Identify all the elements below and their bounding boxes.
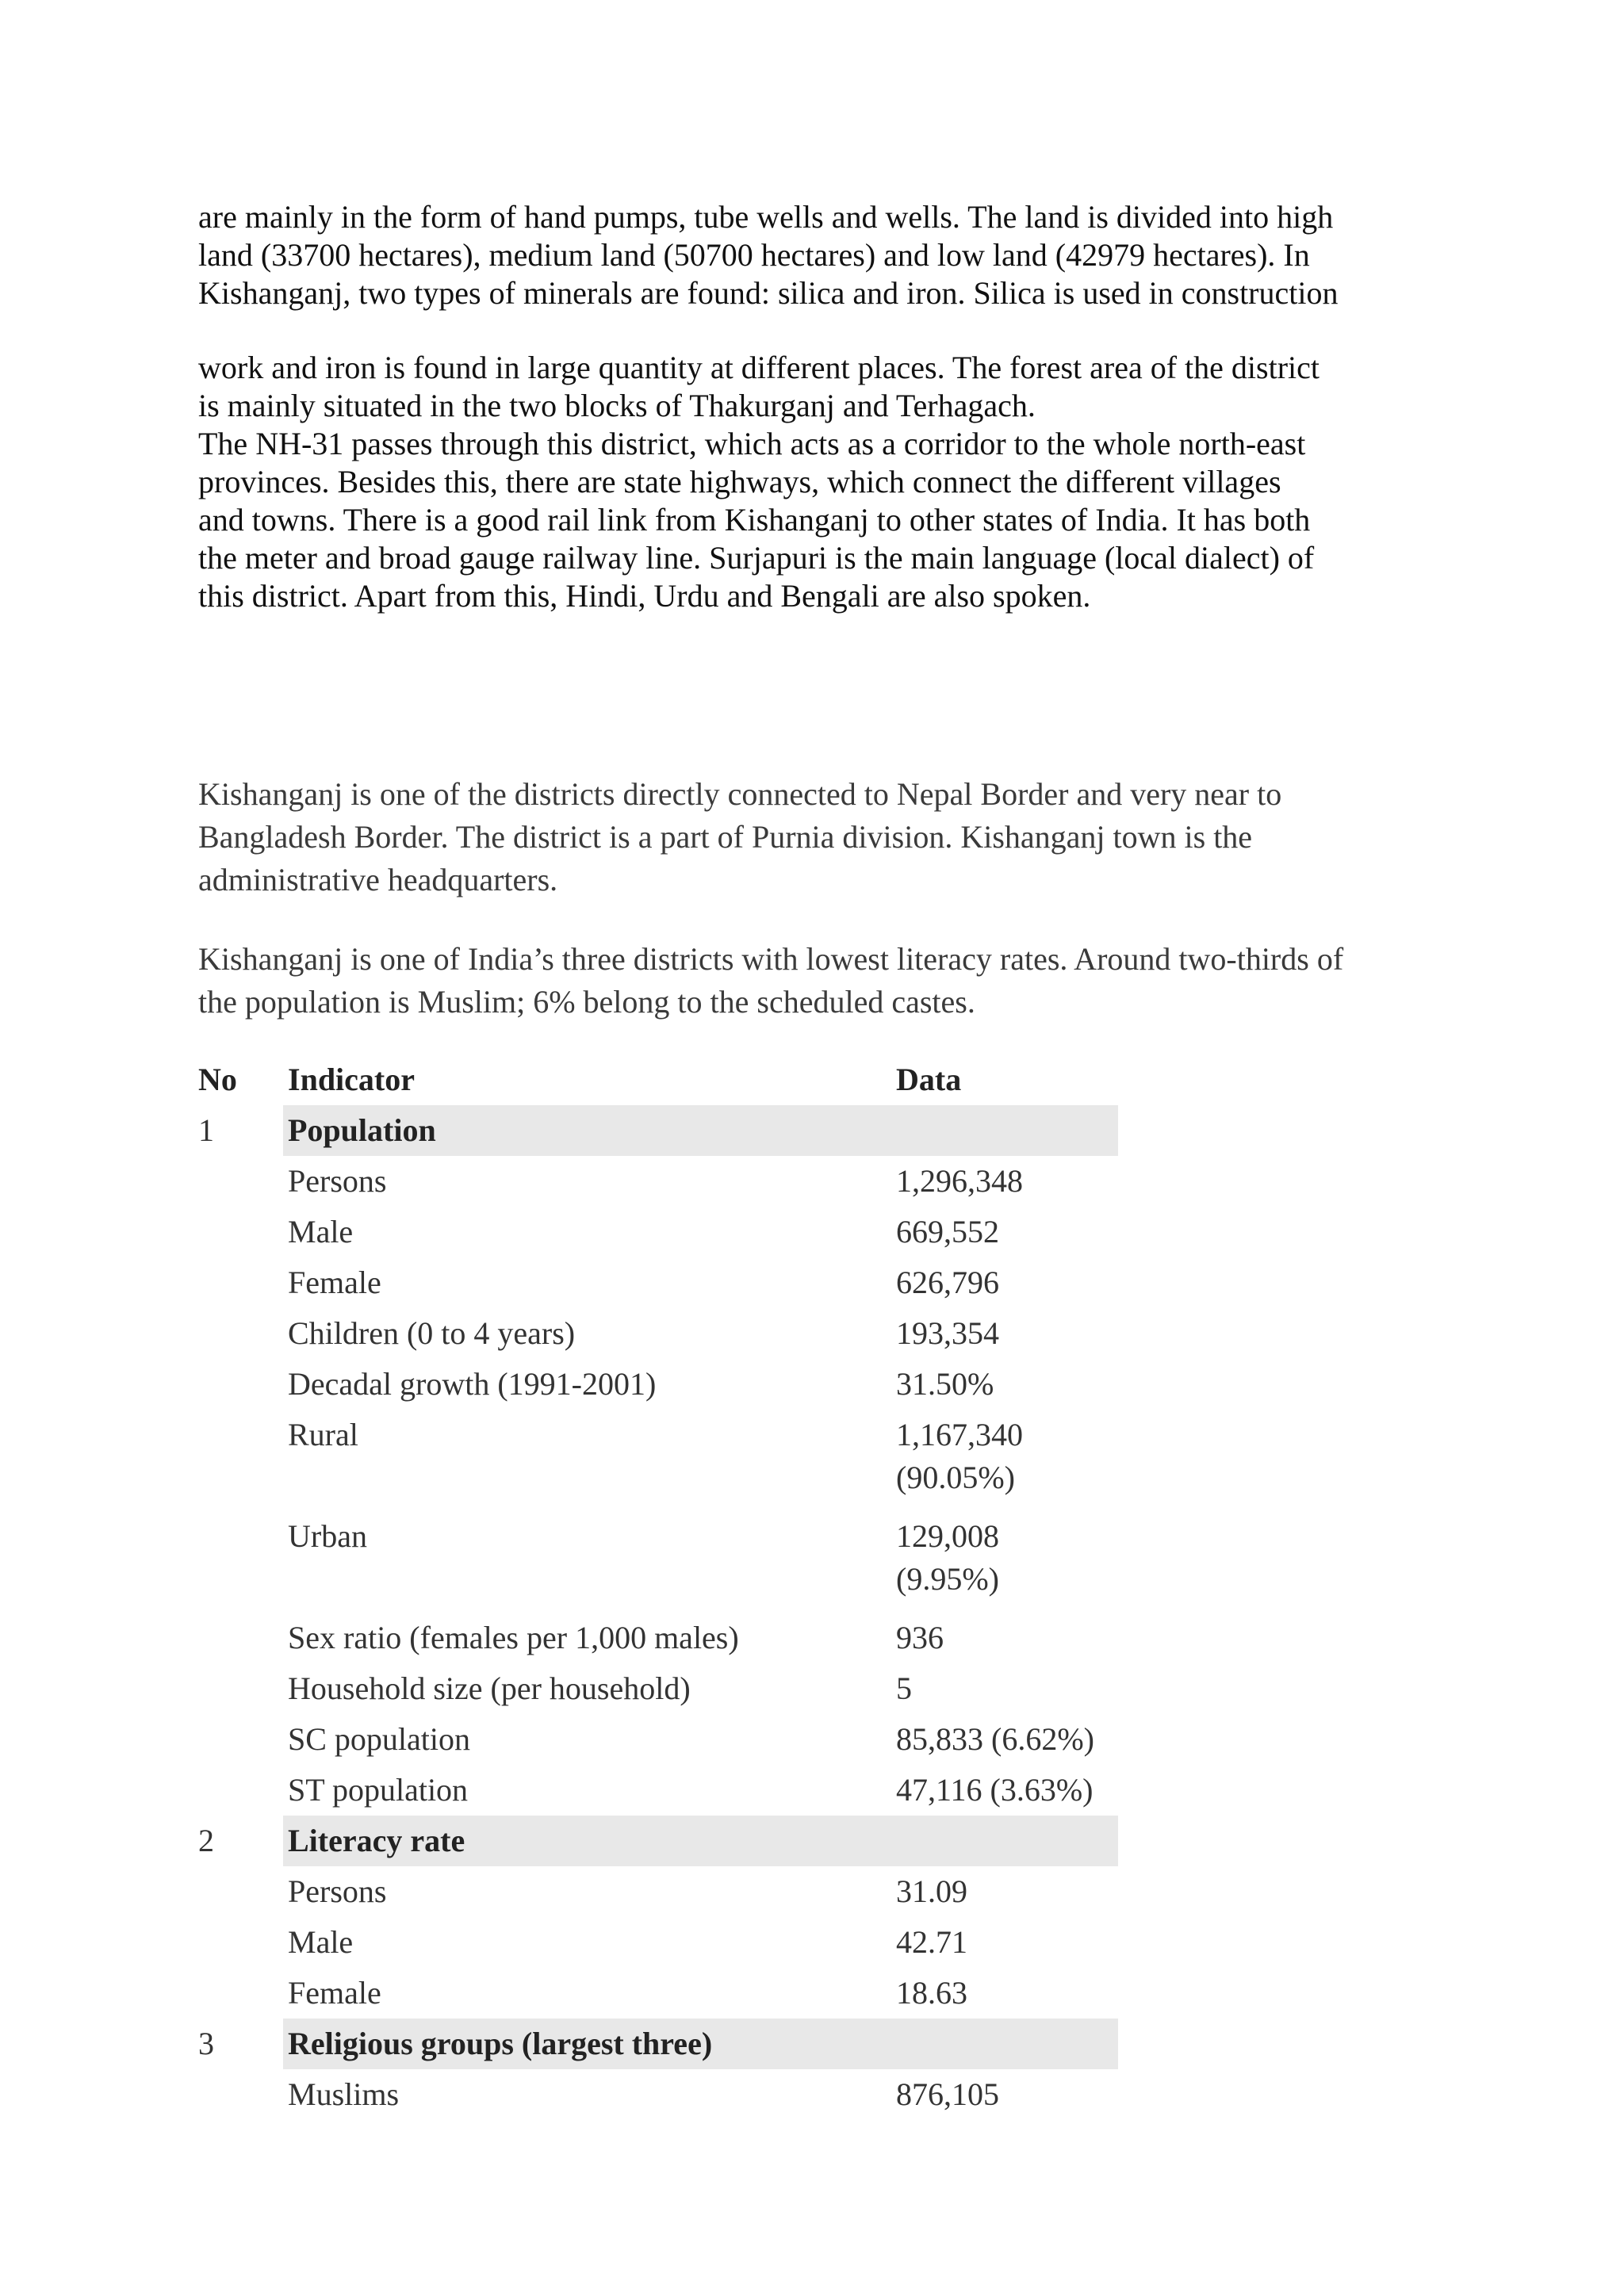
row-value-count: 129,008: [896, 1518, 999, 1554]
section-row-religion: [198, 2019, 1118, 2069]
row-label: ST population: [288, 1772, 469, 1808]
row-value: 31.50%: [896, 1366, 994, 1402]
text-line: Kishanganj is one of the districts directly connected to Nepal Border and very near to: [198, 776, 1282, 812]
text-line: Kishanganj, two types of minerals are found: silica and iron. Silica is used in construction: [198, 275, 1339, 311]
header-data: Data: [896, 1062, 962, 1097]
row-value: 42.71: [896, 1924, 967, 1960]
row-label: Rural: [288, 1417, 358, 1452]
text-line: work and iron is found in large quantity at different places. The forest area of the district: [198, 350, 1320, 385]
text-line: are mainly in the form of hand pumps, tube wells and wells. The land is divided into high: [198, 199, 1334, 235]
indicator-table: [198, 1054, 1118, 2120]
table-header-row: [198, 1054, 1118, 1105]
section-title: Religious groups (largest three): [288, 2026, 713, 2061]
header-no: No: [198, 1062, 237, 1097]
paragraph-land-minerals: [198, 198, 1435, 312]
row-value: 936: [896, 1620, 944, 1655]
row-value: 47,116 (3.63%): [896, 1772, 1094, 1808]
table-row: [198, 2069, 1118, 2120]
text-line: is mainly situated in the two blocks of Thakurganj and Terhagach.: [198, 388, 1036, 423]
section-row-population: [198, 1105, 1118, 1156]
table-row: [198, 1866, 1118, 1917]
text-line: and towns. There is a good rail link from Kishanganj to other states of India. It has both: [198, 502, 1311, 538]
row-label: Sex ratio (females per 1,000 males): [288, 1620, 739, 1655]
row-value: 669,552: [896, 1214, 999, 1249]
row-value-percent: (9.95%): [896, 1561, 999, 1597]
row-value: 5: [896, 1670, 912, 1706]
row-label: Persons: [288, 1873, 387, 1909]
row-label: Muslims: [288, 2076, 400, 2112]
row-value: 626,796: [896, 1265, 999, 1300]
table-row: [198, 1917, 1118, 1968]
table-row: [198, 1308, 1118, 1359]
table-row: [198, 1207, 1118, 1257]
row-label: Persons: [288, 1163, 387, 1199]
row-label: Male: [288, 1214, 354, 1249]
paragraph-literacy: [198, 938, 1435, 1024]
text-line: the meter and broad gauge railway line. Surjapuri is the main language (local dialect) of: [198, 540, 1315, 576]
row-value: 876,105: [896, 2076, 999, 2112]
row-value: 85,833 (6.62%): [896, 1721, 1094, 1757]
section-title: Population: [288, 1112, 436, 1148]
text-line: land (33700 hectares), medium land (50700 hectares) and low land (42979 hectares). In: [198, 237, 1310, 273]
row-value-count: 1,167,340: [896, 1417, 1023, 1452]
text-line: the population is Muslim; 6% belong to the scheduled castes.: [198, 984, 975, 1020]
row-label: Female: [288, 1975, 381, 2011]
row-label: Decadal growth (1991-2001): [288, 1366, 657, 1402]
section-title: Literacy rate: [288, 1823, 465, 1858]
row-label: Female: [288, 1265, 381, 1300]
table-row: [198, 1156, 1118, 1207]
table-row: [198, 1613, 1118, 1663]
table-row: [198, 1359, 1118, 1410]
row-value: 1,296,348: [896, 1163, 1023, 1199]
row-value: [896, 1511, 1118, 1601]
text-line: The NH-31 passes through this district, which acts as a corridor to the whole north-east: [198, 426, 1306, 461]
table-row: [198, 1410, 1118, 1511]
section-number: 1: [198, 1112, 214, 1148]
text-line: Bangladesh Border. The district is a part of Purnia division. Kishanganj town is the: [198, 819, 1253, 855]
paragraph-borders: [198, 773, 1435, 901]
text-line: Kishanganj is one of India’s three districts with lowest literacy rates. Around two-thirds of: [198, 941, 1344, 977]
row-value: [896, 1410, 1118, 1499]
row-label: Children (0 to 4 years): [288, 1315, 576, 1351]
row-label: Male: [288, 1924, 354, 1960]
row-value: 193,354: [896, 1315, 999, 1351]
table-row: [198, 1765, 1118, 1816]
table-row: [198, 1968, 1118, 2019]
row-label: Urban: [288, 1518, 367, 1554]
text-line: this district. Apart from this, Hindi, Urdu and Bengali are also spoken.: [198, 578, 1091, 614]
row-label: SC population: [288, 1721, 471, 1757]
paragraph-transport-language: [198, 349, 1435, 615]
table-row: [198, 1511, 1118, 1613]
table-row: [198, 1663, 1118, 1714]
row-label: Household size (per household): [288, 1670, 691, 1706]
text-line: administrative headquarters.: [198, 862, 558, 897]
text-line: provinces. Besides this, there are state highways, which connect the different villages: [198, 464, 1281, 499]
row-value: 31.09: [896, 1873, 967, 1909]
section-number: 2: [198, 1823, 214, 1858]
section-number: 3: [198, 2026, 214, 2061]
row-value-percent: (90.05%): [896, 1460, 1015, 1495]
row-value: 18.63: [896, 1975, 967, 2011]
table-row: [198, 1714, 1118, 1765]
table-row: [198, 1257, 1118, 1308]
header-indicator: Indicator: [288, 1062, 415, 1097]
section-row-literacy: [198, 1816, 1118, 1866]
